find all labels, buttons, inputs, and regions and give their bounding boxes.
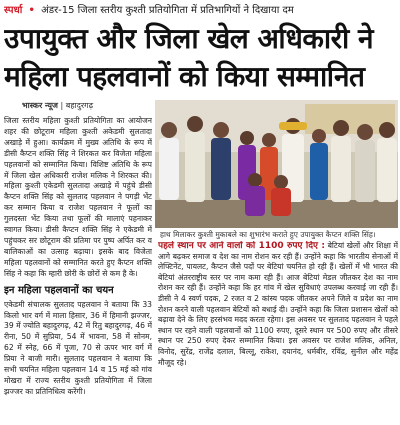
photo-caption: हाथ मिलाकर कुश्ती मुकाबले का शुभारंभ कराते हुए उपायुक्त कैप्टन शक्ति सिंह। xyxy=(160,230,376,239)
story-body: बेटियां खेलों और शिक्षा में आगे बढ़कर समाज व देश का नाम रोशन कर रही हैं। उन्होंने कहा कि भारतीय सेनाओं में लेफ्टिनेंट, पायलट, कैप्टन जैसे पदों पर बेटियां चयनित हो रही हैं। खेलों में भी भारत की बेटियां अंतरराष्ट्रीय स्तर पर नाम कमा रही हैं। आज बेटियां मेडल जीतकर देश का नाम रोशन कर रही हैं। उन्होंने कहा कि हर गांव में खेल सुविधाएं उपलब्ध करवाई जा रही हैं। डीसी ने 4 स्वर्ण पदक, 2 रजत व 2 कांस्य पदक जीतकर अपने जिले व प्रदेश का नाम रोशन करने वाली पहलवान बेटियों को बधाई दी। उन्होंने कहा कि जिला प्रशासन खेलों को बढ़ावा देने के लिए हरसंभव मदद करता रहेगा। इस अवसर पर सुलताद पहलवान ने पहले स्थान पर रहने वाली पहलवानों को 1100 रुपए, दूसरे स्थान पर 500 रुपए और तीसरे स्थान पर 250 रुपए देकर सम्मानित किया। इस अवसर पर राजेश मलिक, अनिल, विनोद, सुरेंद्र, राजेंद्र दलाल, बिल्लू, राकेश, दयानंद, धर्मबीर, रविंद्र, सुनील और महेंद्र मौजूद रहे। xyxy=(158,241,398,367)
byline xyxy=(22,100,93,111)
headline-line-2: महिला पहलवानों को किया सम्मानित xyxy=(4,60,365,93)
kicker-text: अंडर-15 जिला स्तरीय कुश्ती प्रतियोगिता में प्रतिभागियों ने दिखाया दम xyxy=(41,5,294,16)
news-photo xyxy=(155,100,398,228)
kicker-separator: • xyxy=(28,5,35,16)
headline xyxy=(4,20,398,96)
story-lead: पहले स्थान पर आने वालों को 1100 रुपए दिए : xyxy=(158,241,325,251)
kicker-line xyxy=(4,3,396,19)
headline-line-1: उपायुक्त और जिला खेल अधिकारी ने xyxy=(4,22,374,55)
left-subhead: इन महिला पहलवानों का चयन xyxy=(4,284,114,296)
kicker-tag: स्पर्धा xyxy=(4,5,23,16)
right-column-article xyxy=(158,241,398,423)
left-column-article xyxy=(4,116,152,421)
left-paragraph-1: जिला स्तरीय महिला कुश्ती प्रतियोगिता का आयोजन शहर की छोटूराम महिला कुश्ती अकेडमी सुलतादा अखाड़े में हुआ। कार्यक्रम में मुख्य अतिथि के रूप में डीसी कैप्टन शक्ति सिंह ने शिरकत कर विजेता महिला पहलवानों को सम्मानित किया। विशिष्ट अतिथि के रूप में जिला खेल अधिकारी राजेश मलिक ने शिरकत की। महिला कुश्ती एकेडमी सुलतादा अखाड़े में पहुंचे डीसी कैप्टन शक्ति सिंह को सुलताद पहलवान ने पगड़ी भेंट कर सम्मान किया व राजेश पहलवान ने फूलों का गुलदस्ता भेंट किया तथा फूलों की मालाएं पहनाकर स्वागत किया। डीसी कैप्टन शक्ति सिंह ने एकेडमी में पहुंचकर सर छोटूराम की प्रतिमा पर पुष्प अर्पित कर व बालिकाओं का उत्साह बढ़ाया। इसके बाद विजेता महिला पहलवानों को सम्मानित करते हुए कैप्टन शक्ति सिंह ने कहा कि म्हारी छोरी के छोरों से कम है के। xyxy=(4,116,152,278)
byline-separator: | xyxy=(60,101,64,110)
left-paragraph-2: एकेडमी संचालक सुलताद पहलवान ने बताया कि 33 किलो भार वर्ग में माला हिसार, 36 में हिमानी झज्जर, 39 में ज्योति बहादुरगढ़, 42 में रितु बहादुरगढ़, 46 में रीना, 50 में सुप्रिया, 54 में भावना, 58 में सोनम, 62 में स्नेह, 66 में पूजा, 70 से ऊपर भार वर्ग में प्रिया ने बाजी मारी। सुलताद पहलवान ने बताया कि सभी चयनित महिला पहलवान 14 व 15 मई को गांव मोखरा में राज्य स्तरीय कुश्ती प्रतियोगिता में जिला झज्जर का प्रतिनिधित्व करेंगी। xyxy=(4,299,152,396)
byline-place: बहादुरगढ़ xyxy=(65,101,94,110)
byline-source: भास्कर न्यूज xyxy=(22,101,58,110)
wrestlers-group-photo xyxy=(155,100,398,228)
